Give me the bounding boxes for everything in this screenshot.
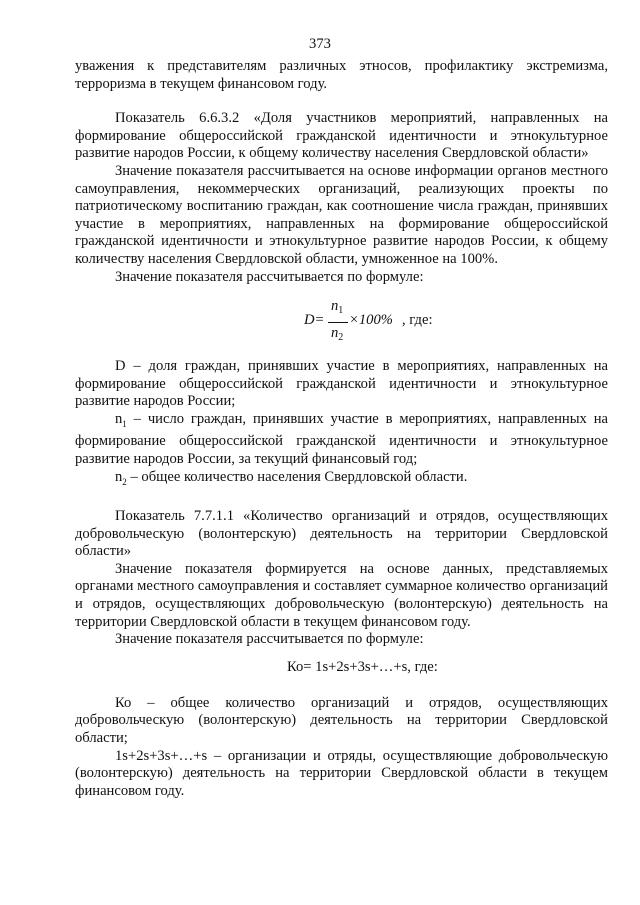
formula-intro-1: Значение показателя рассчитывается по формуле: xyxy=(115,268,424,285)
fraction-bar xyxy=(328,322,348,323)
page-number: 373 xyxy=(309,36,331,52)
formula-intro-2: Значение показателя рассчитывается по формуле: xyxy=(115,631,424,648)
paragraph-continuation: уважения к представителям различных этносов, профилактику экстремизма, терроризма в текущем финансовом году. xyxy=(75,58,608,92)
definition-D: D – доля граждан, принявших участие в мероприятиях, направленных на формирование общероссийской гражданской идентичности и этнокультурное развитие народов России; xyxy=(75,358,608,410)
formula-lhs: D= xyxy=(304,312,325,329)
document-body xyxy=(75,58,608,800)
formula-denominator: $n_2$ xyxy=(331,325,344,344)
formula-count-text: Ко= 1s+2s+3s+…+s, где: xyxy=(287,658,438,675)
formula-count xyxy=(75,649,608,685)
formula-share xyxy=(75,292,608,348)
formula-numerator: $n_1$ xyxy=(331,298,344,317)
definition-sum: 1s+2s+3s+…+s – организации и отряды, осуществляющие добровольческую (волонтерскую) деятельность на территории Свердловской области в текущем финансовом году. xyxy=(75,747,608,799)
definition-n1: $n_1$ – число граждан, принявших участие в мероприятиях, направленных на формирование общероссийской гражданской идентичности и этнокультурное развитие народов России, за текущий финансовый год; xyxy=(75,410,608,467)
indicator-7-7-1-1-description: Значение показателя формируется на основе данных, представляемых органами местного самоуправления и составляет суммарное количество организаций и отрядов, осуществляющих добровольческую (волонтерскую) деятельность на территории Свердловской области в текущем финансовом году. xyxy=(75,560,608,630)
definition-Ko: Ко – общее количество организаций и отрядов, осуществляющих добровольческую (волонтерскую) деятельность на территории Свердловской области; xyxy=(75,694,608,747)
formula-multiplier: ×100% xyxy=(349,312,393,329)
definition-n2: $n_2$ – общее количество населения Свердловской области. xyxy=(115,468,468,487)
indicator-6-6-3-2-title: Показатель 6.6.3.2 «Доля участников мероприятий, направленных на формирование общероссийской гражданской идентичности и этнокультурное развитие народов России, к общему количеству населения Свердловской области» xyxy=(75,110,608,162)
formula-tail: , где: xyxy=(402,312,433,329)
indicator-6-6-3-2-description: Значение показателя рассчитывается на основе информации органов местного самоуправления, некоммерческих организаций, реализующих проекты по патриотическому воспитанию граждан, как соотношение числа граждан, принявших участие в мероприятиях, направленных на формирование общероссийской гражданской идентичности и этнокультурное развитие народов России, к общему количеству населения Свердловской области, умноженное на 100%. xyxy=(75,162,608,267)
indicator-7-7-1-1-title: Показатель 7.7.1.1 «Количество организаций и отрядов, осуществляющих добровольческую (волонтерскую) деятельность на территории Свердловской области» xyxy=(75,508,608,560)
